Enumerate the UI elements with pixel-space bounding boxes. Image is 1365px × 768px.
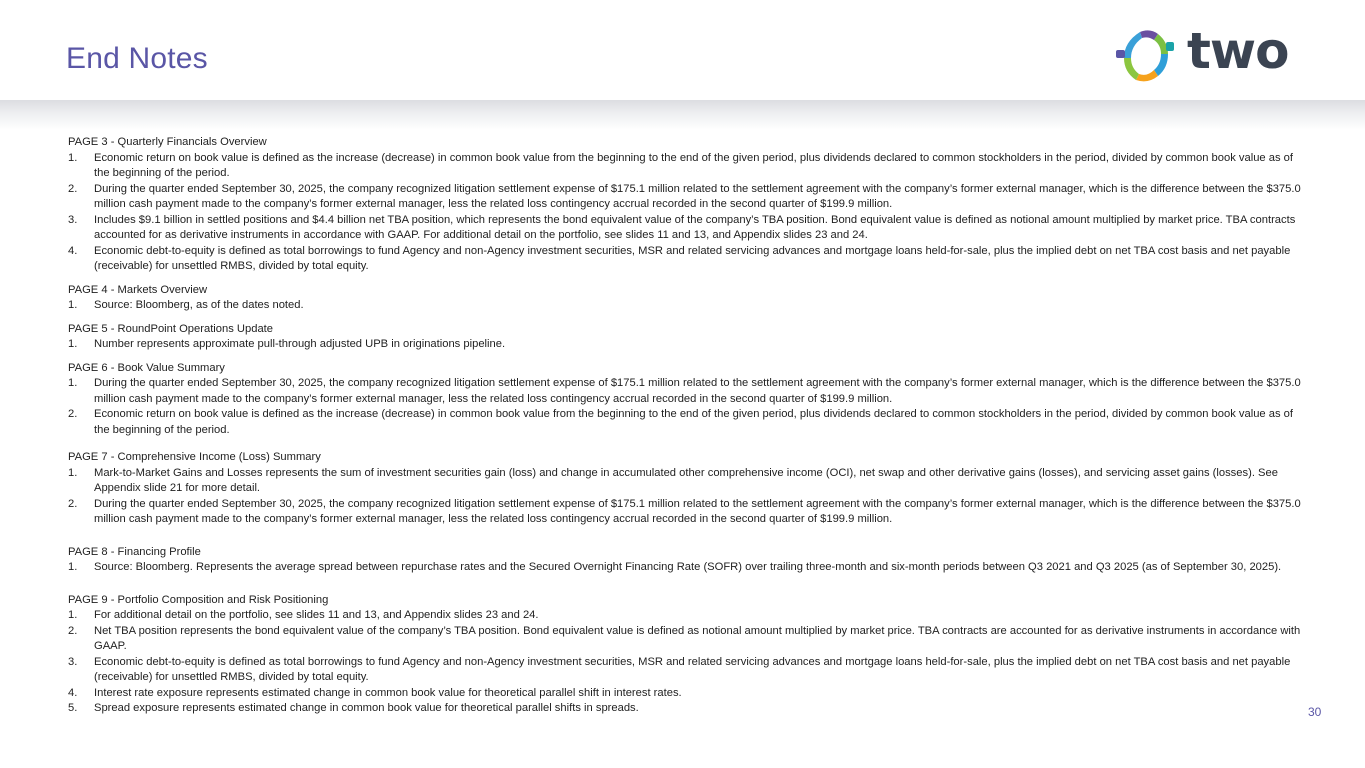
note-list [68,151,1308,275]
note-text: Source: Bloomberg. Represents the average spread between repurchase rates and the Secured Overnight Financing Rate (SOFR) over trailing three-month and six-month periods between Q3 2021 and Q3 2025 (as of September 30, 2025). [94,561,1282,573]
company-logo [1112,22,1297,90]
note-text: Net TBA position represents the bond equivalent value of the company’s TBA position. Bond equivalent value is defined as notional amount multiplied by market price. TBA contracts are accounted for as derivative instruments in accordance with GAAP. [94,624,1301,652]
note-item [68,701,1308,717]
logo-star-icon [1112,26,1180,90]
note-text: During the quarter ended September 30, 2025, the company recognized litigation settlement expense of $175.1 million related to the settlement agreement with the company’s former external manager, which is the difference between the $375.0 million cash payment made to the company’s former external manager, less the related loss contingency accrual recorded in the second quarter of $199.9 million. [94,497,1301,525]
notes-section [68,283,1308,314]
end-notes-list [68,127,1308,717]
note-text: During the quarter ended September 30, 2025, the company recognized litigation settlement expense of $175.1 million related to the settlement agreement with the company’s former external manager, which is the difference between the $375.0 million cash payment made to the company’s former external manager, less the related loss contingency accrual recorded in the second quarter of $199.9 million. [94,182,1301,210]
note-number: 2. [68,408,78,420]
note-number: 3. [68,655,78,668]
note-number: 2. [68,624,78,637]
note-item [68,686,1308,702]
note-item [68,655,1308,686]
header-divider [0,100,1365,130]
note-item [68,608,1308,624]
notes-section [68,361,1308,439]
note-number: 1. [68,561,78,573]
note-number: 1. [68,151,78,164]
notes-section [68,322,1308,353]
note-number: 2. [68,182,78,195]
section-heading: PAGE 5 - RoundPoint Operations Update [68,322,274,335]
note-number: 2. [68,497,78,510]
note-list [68,560,1308,576]
note-text: Mark-to-Market Gains and Losses represents the sum of investment securities gain (loss) and change in accumulated other comprehensive income (OCI), net swap and other derivative gains (losses), and servicing asset gains (losses). See Appendix slide 21 for more detail. [94,466,1278,494]
note-item [68,337,1308,353]
section-heading: PAGE 4 - Markets Overview [68,283,208,296]
note-item [68,497,1308,528]
note-number: 1. [68,299,78,311]
notes-section [68,593,1308,717]
note-item [68,407,1308,438]
note-text: Interest rate exposure represents estimated change in common book value for theoretical parallel shift in interest rates. [94,686,682,699]
note-number: 5. [68,702,78,714]
note-text: Economic debt-to-equity is defined as total borrowings to fund Agency and non-Agency investment securities, MSR and related servicing advances and mortgage loans held-for-sale, plus the implied debt on net TBA cost basis and net payable (receivable) for unsettled RMBS, divided by total equity. [94,244,1291,272]
section-heading: PAGE 3 - Quarterly Financials Overview [68,136,267,148]
note-text: Economic debt-to-equity is defined as total borrowings to fund Agency and non-Agency investment securities, MSR and related servicing advances and mortgage loans held-for-sale, plus the implied debt on net TBA cost basis and net payable (receivable) for unsettled RMBS, divided by total equity. [94,655,1291,683]
note-number: 4. [68,686,78,699]
section-heading: PAGE 8 - Financing Profile [68,545,201,558]
page-title: End Notes [66,42,208,75]
note-item [68,624,1308,655]
note-number: 1. [68,377,78,389]
note-item [68,298,1308,314]
note-item [68,151,1308,182]
section-heading: PAGE 7 - Comprehensive Income (Loss) Summary [68,451,321,463]
note-text: Economic return on book value is defined as the increase (decrease) in common book value from the beginning to the end of the given period, plus dividends declared to common stockholders in the period, divided by common book value as of the beginning of the period. [94,408,1294,436]
note-text: During the quarter ended September 30, 2025, the company recognized litigation settlement expense of $175.1 million related to the settlement agreement with the company’s former external manager, which is the difference between the $375.0 million cash payment made to the company’s former external manager, less the related loss contingency accrual recorded in the second quarter of $199.9 million. [94,377,1301,405]
note-item [68,213,1308,244]
notes-section [68,135,1308,275]
note-item [68,466,1308,497]
note-number: 3. [68,213,78,226]
note-text: Source: Bloomberg, as of the dates noted. [94,299,304,311]
note-text: Economic return on book value is defined as the increase (decrease) in common book value from the beginning to the end of the given period, plus dividends declared to common stockholders in the period, divided by common book value as of the beginning of the period. [94,151,1294,179]
logo-wordmark: two [1187,22,1289,80]
note-list [68,466,1308,528]
note-number: 1. [68,338,78,350]
note-text: Includes $9.1 billion in settled positions and $4.4 billion net TBA position, which represents the bond equivalent value of the company’s TBA position. Bond equivalent value is defined as notional amount multiplied by market price. TBA contracts accounted for as derivative instruments in accordance with GAAP. For additional detail on the portfolio, see slides 11 and 13, and Appendix slides 23 and 24. [94,213,1296,241]
note-list [68,608,1308,717]
note-list [68,337,1308,353]
note-text: Spread exposure represents estimated change in common book value for theoretical parallel shifts in spreads. [94,702,639,714]
note-item [68,244,1308,275]
notes-section [68,545,1308,576]
note-number: 1. [68,466,78,479]
notes-section [68,450,1308,528]
note-text: For additional detail on the portfolio, see slides 11 and 13, and Appendix slides 23 and 24. [94,609,539,621]
note-number: 4. [68,244,78,257]
note-item [68,182,1308,213]
note-list [68,376,1308,438]
note-list [68,298,1308,314]
note-text: Number represents approximate pull-through adjusted UPB in originations pipeline. [94,338,506,350]
section-heading: PAGE 6 - Book Value Summary [68,361,225,374]
note-item [68,376,1308,407]
page-number: 30 [1308,705,1322,719]
note-number: 1. [68,609,78,621]
note-item [68,560,1308,576]
section-heading: PAGE 9 - Portfolio Composition and Risk Positioning [68,593,329,606]
